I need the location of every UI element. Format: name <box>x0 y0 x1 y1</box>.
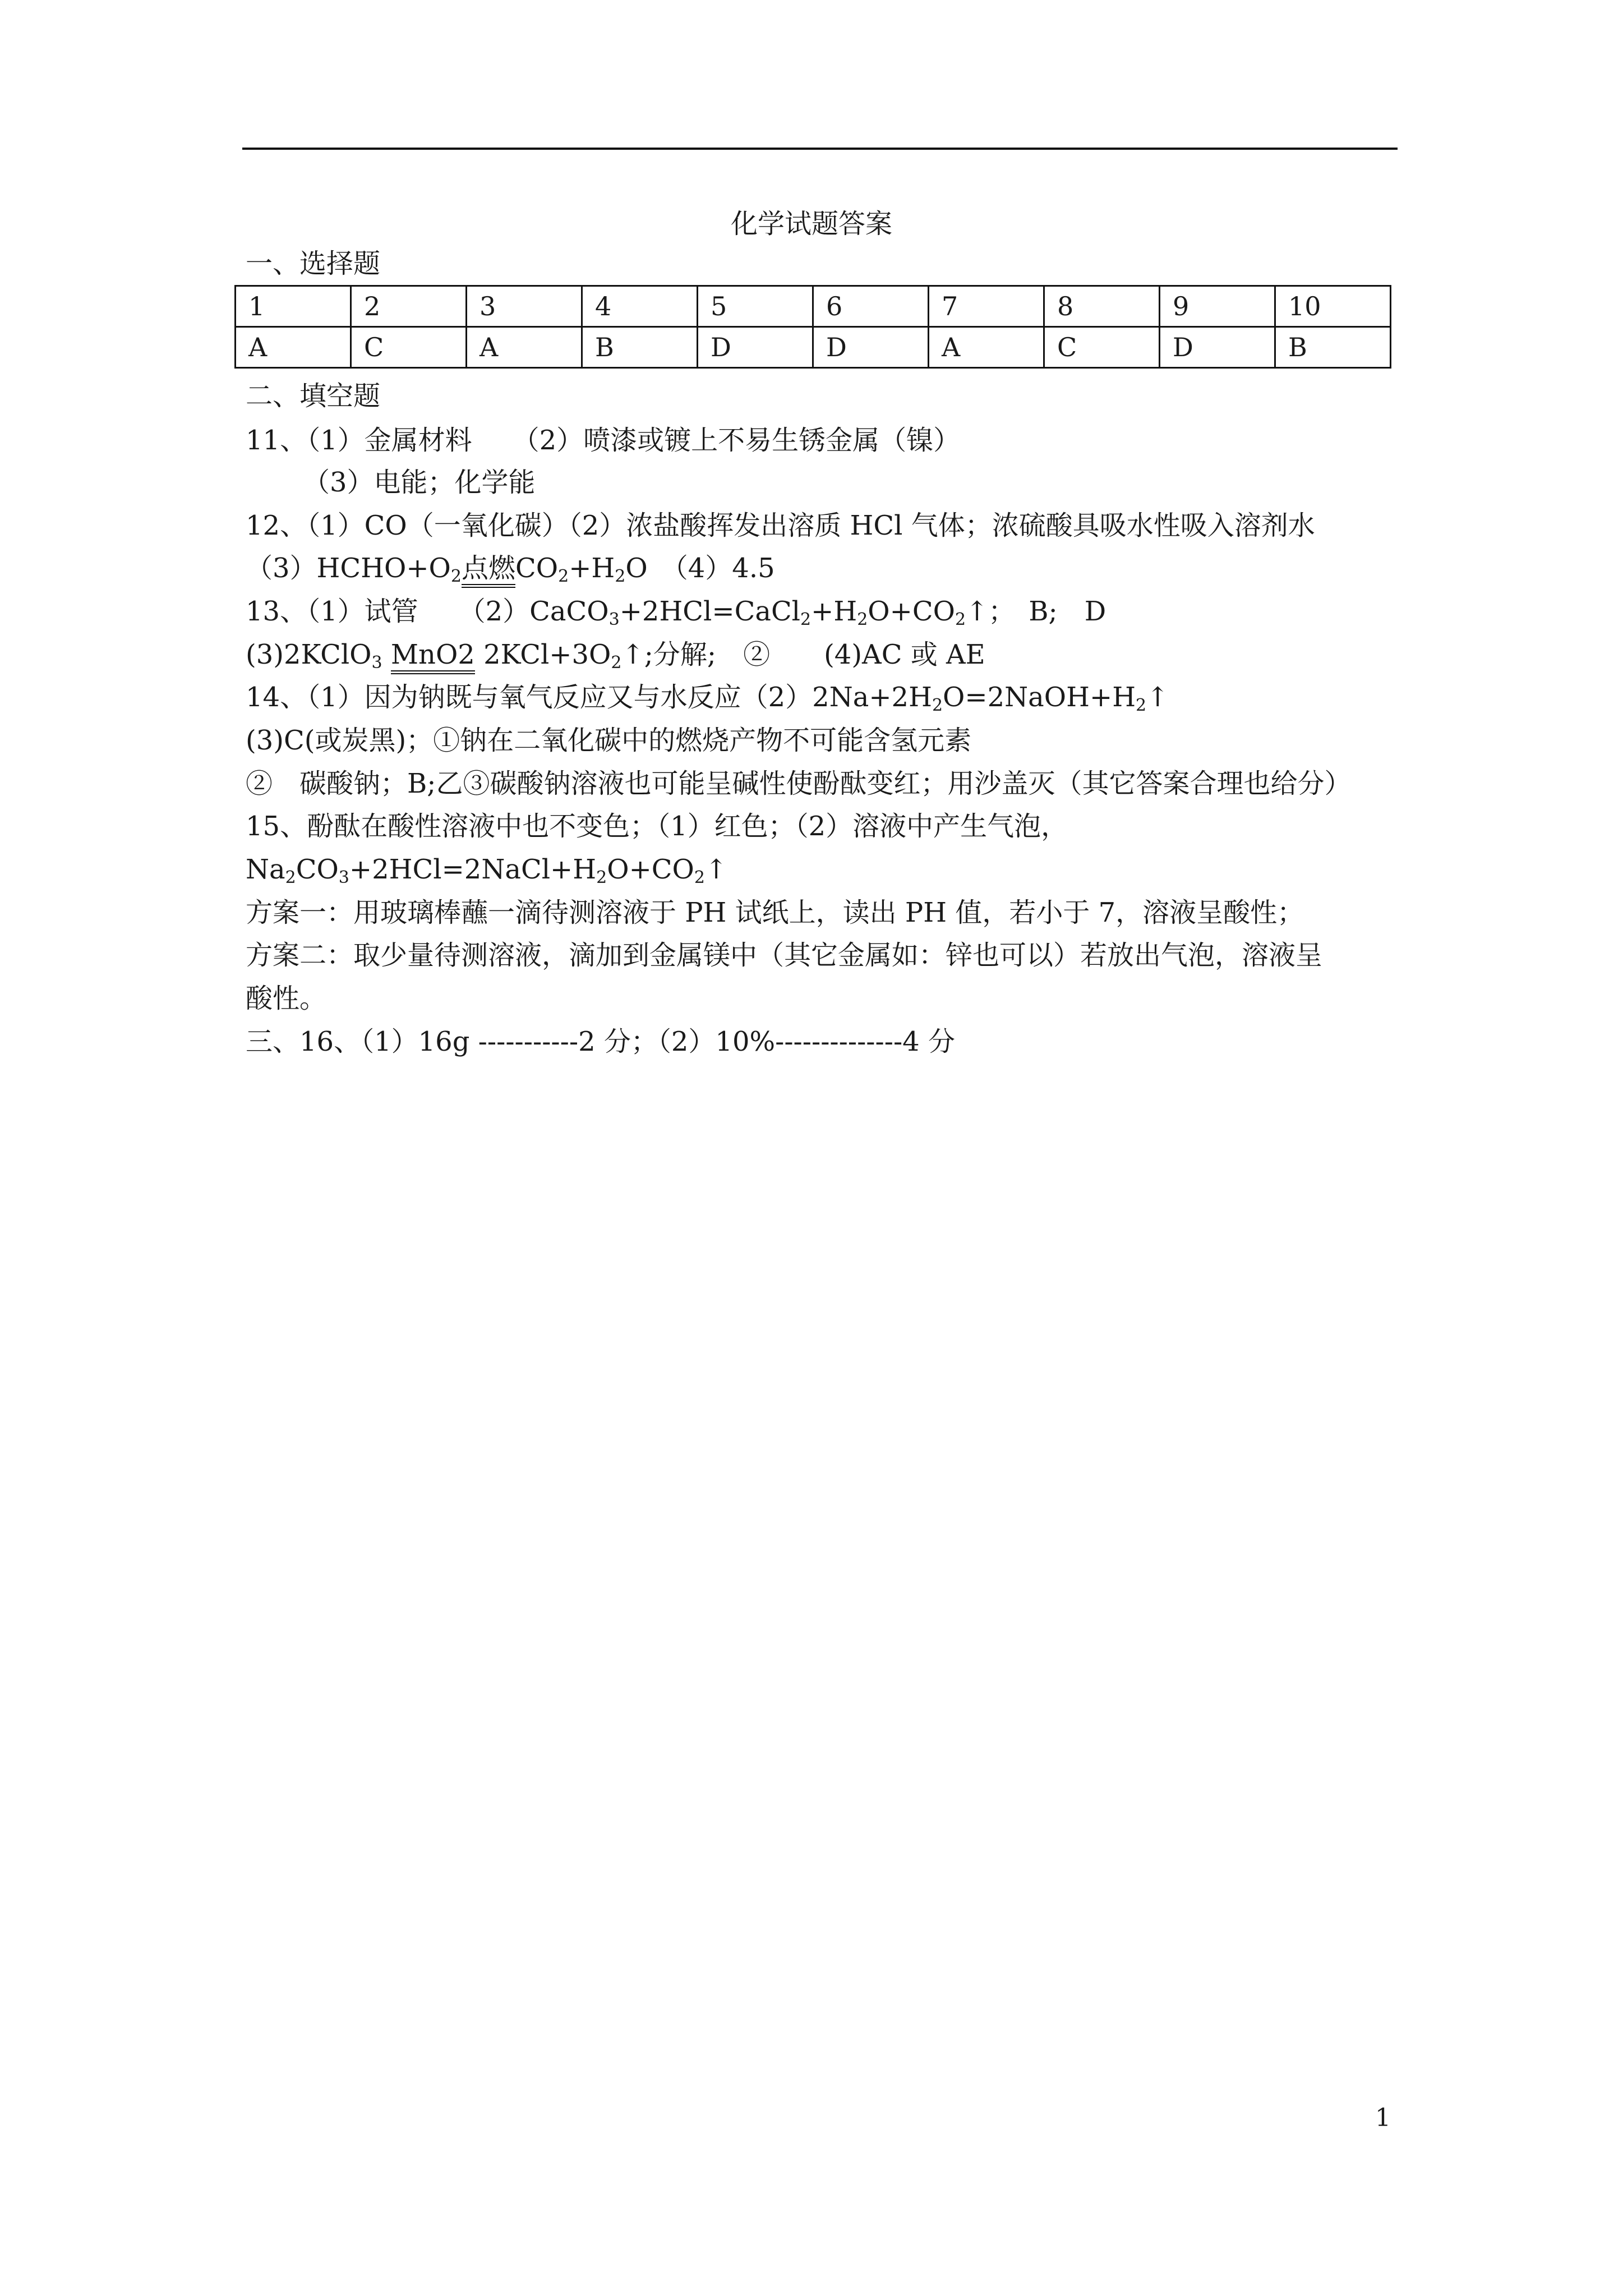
reaction-condition: 点燃 <box>462 553 515 588</box>
q15-plan-1: 方案一：用玻璃棒蘸一滴待测溶液于 PH 试纸上，读出 PH 值，若小于 7，溶液呈酸性； <box>246 897 1304 928</box>
table-cell: 1 <box>236 286 351 327</box>
table-cell: C <box>1044 327 1160 368</box>
table-cell: B <box>582 327 698 368</box>
section-heading-choice: 一、选择题 <box>246 248 381 279</box>
table-cell: 10 <box>1275 286 1391 327</box>
table-cell: 5 <box>698 286 813 327</box>
table-cell: 6 <box>813 286 929 327</box>
q15-plan-2: 方案二：取少量待测溶液，滴加到金属镁中（其它金属如：锌也可以）若放出气泡，溶液呈 <box>246 940 1323 971</box>
q15-line-2: $Na_2CO_3+2HCl=2NaCl+H_2O+CO_2↑$ <box>246 854 728 887</box>
page-title: 化学试题答案 <box>730 208 892 240</box>
section-heading-fill: 二、填空题 <box>246 380 381 412</box>
q12-line-2: $(3)HCHO+O_2$点燃$CO_2+H_2O$ （4）4.5 <box>246 551 775 585</box>
table-cell: 9 <box>1160 286 1275 327</box>
q15-plan-2-cont: 酸性。 <box>246 983 327 1014</box>
q11-line-2: （3）电能；化学能 <box>303 467 536 498</box>
table-cell: A <box>467 327 582 368</box>
q14-line-1: 14、（1）因为钠既与氧气反应又与水反应$(2)2Na+2H_2O=2NaOH+H_2↑$ <box>246 682 1169 715</box>
table-cell: 8 <box>1044 286 1160 327</box>
table-cell: 7 <box>929 286 1044 327</box>
q13-line-1: 13、（1）试管 $(2)CaCO_3+2HCl=CaCl_2+H_2O+CO_2↑$； B; D <box>246 596 1106 629</box>
q14-line-2: (3)C(或炭黑)；①钠在二氧化碳中的燃烧产物不可能含氢元素 <box>246 725 972 756</box>
q14-line-3: ② 碳酸钠；B;乙③碳酸钠溶液也可能呈碱性使酚酞变红；用沙盖灭（其它答案合理也给分） <box>246 768 1352 799</box>
table-cell: D <box>1160 327 1275 368</box>
answer-table <box>234 285 1391 369</box>
table-cell: 4 <box>582 286 698 327</box>
q13-line-2: (3)2KClO$_3$ MnO2 $2KCl+3O_2↑$;分解; ② (4)AC 或 AE <box>246 638 985 671</box>
table-cell: 3 <box>467 286 582 327</box>
table-cell: A <box>236 327 351 368</box>
table-row-answers <box>236 327 1391 368</box>
page-number: 1 <box>1375 2104 1391 2132</box>
reaction-condition: MnO2 <box>391 639 475 674</box>
q11-line-1: 11、（1）金属材料 （2）喷漆或镀上不易生锈金属（镍） <box>246 425 961 456</box>
table-cell: D <box>813 327 929 368</box>
header-rule <box>242 148 1398 150</box>
table-cell: C <box>351 327 467 368</box>
table-cell: 2 <box>351 286 467 327</box>
q12-line-1: 12、（1）CO（一氧化碳）（2）浓盐酸挥发出溶质 HCl 气体；浓硫酸具吸水性吸入溶剂水 <box>246 510 1315 541</box>
q15-line-1: 15、酚酞在酸性溶液中也不变色；（1）红色；（2）溶液中产生气泡， <box>246 811 1068 842</box>
table-cell: A <box>929 327 1044 368</box>
q16-line: 三、16、（1）16g -----------2 分；（2）10%--------------4 分 <box>246 1026 955 1057</box>
table-row-numbers <box>236 286 1391 327</box>
table-cell: D <box>698 327 813 368</box>
table-cell: B <box>1275 327 1391 368</box>
